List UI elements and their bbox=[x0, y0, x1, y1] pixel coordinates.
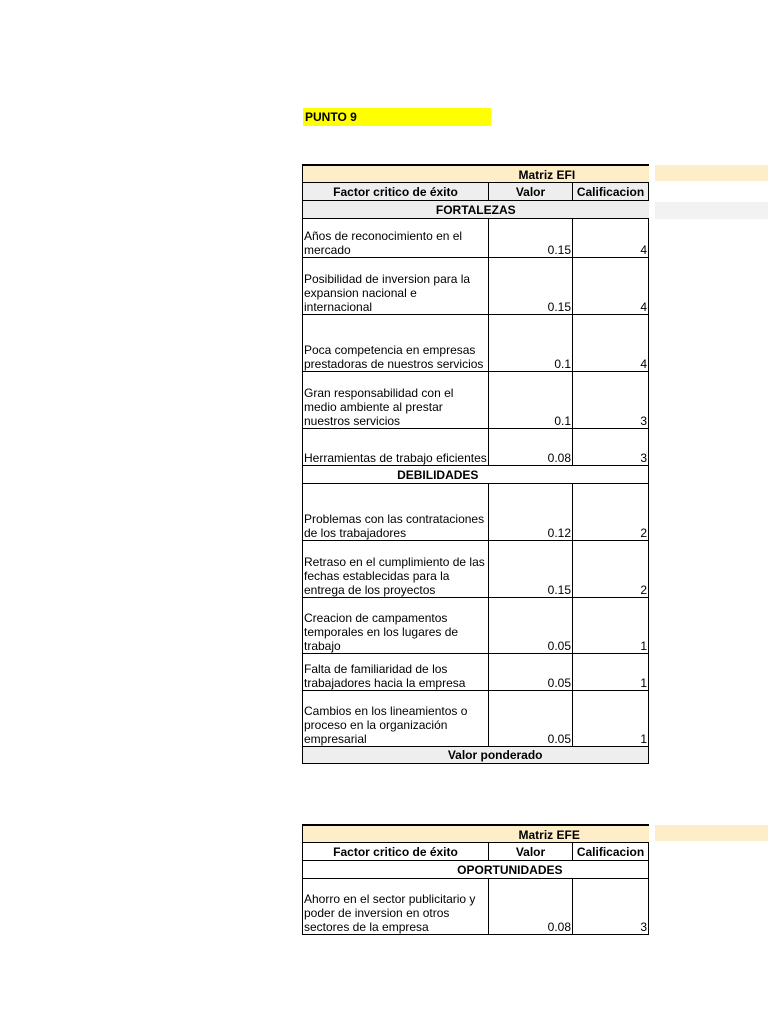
valor-cell: 0.05 bbox=[489, 654, 573, 691]
factor-cell: Ahorro en el sector publicitario y poder de inversion en otros sectores de la empresa bbox=[303, 879, 489, 935]
factor-cell: Años de reconocimiento en el mercado bbox=[303, 219, 489, 258]
efi-header-factor: Factor critico de éxito bbox=[303, 183, 489, 201]
factor-cell: Gran responsabilidad con el medio ambiente al prestar nuestros servicios bbox=[303, 372, 489, 429]
efi-section-debilidades: DEBILIDADES bbox=[303, 466, 573, 484]
efi-header-valor: Valor bbox=[489, 183, 573, 201]
calificacion-cell: 1 bbox=[573, 598, 649, 654]
valor-cell: 0.05 bbox=[489, 691, 573, 747]
table-row bbox=[303, 315, 649, 372]
table-row bbox=[303, 258, 649, 315]
efe-header-factor: Factor critico de éxito bbox=[303, 843, 489, 861]
efi-title: Matriz EFI bbox=[489, 165, 649, 183]
efi-section-band bbox=[655, 202, 768, 219]
factor-cell: Cambios en los lineamientos o proceso en la organización empresarial bbox=[303, 691, 489, 747]
table-row bbox=[303, 219, 649, 258]
efi-footer-valor-ponderado: Valor ponderado bbox=[303, 747, 573, 764]
efi-table bbox=[302, 164, 649, 764]
table-row bbox=[303, 691, 649, 747]
table-row bbox=[303, 598, 649, 654]
table-row bbox=[303, 879, 649, 935]
efe-title-band bbox=[655, 825, 768, 841]
factor-cell: Retraso en el cumplimiento de las fechas establecidas para la entrega de los proyectos bbox=[303, 541, 489, 598]
calificacion-cell: 4 bbox=[573, 258, 649, 315]
valor-cell: 0.08 bbox=[489, 429, 573, 466]
factor-cell: Problemas con las contrataciones de los trabajadores bbox=[303, 484, 489, 541]
calificacion-cell: 3 bbox=[573, 879, 649, 935]
table-row bbox=[303, 654, 649, 691]
valor-cell: 0.15 bbox=[489, 219, 573, 258]
factor-cell: Falta de familiaridad de los trabajadores hacia la empresa bbox=[303, 654, 489, 691]
calificacion-cell: 1 bbox=[573, 691, 649, 747]
efe-header-calificacion: Calificacion bbox=[573, 843, 649, 861]
calificacion-cell: 2 bbox=[573, 484, 649, 541]
table-row bbox=[303, 372, 649, 429]
table-row bbox=[303, 484, 649, 541]
factor-cell: Creacion de campamentos temporales en los lugares de trabajo bbox=[303, 598, 489, 654]
valor-cell: 0.08 bbox=[489, 879, 573, 935]
calificacion-cell: 3 bbox=[573, 372, 649, 429]
factor-cell: Posibilidad de inversion para la expansion nacional e internacional bbox=[303, 258, 489, 315]
valor-cell: 0.05 bbox=[489, 598, 573, 654]
valor-cell: 0.15 bbox=[489, 258, 573, 315]
calificacion-cell: 1 bbox=[573, 654, 649, 691]
calificacion-cell: 2 bbox=[573, 541, 649, 598]
table-row bbox=[303, 541, 649, 598]
valor-cell: 0.15 bbox=[489, 541, 573, 598]
valor-cell: 0.1 bbox=[489, 372, 573, 429]
factor-cell: Poca competencia en empresas prestadoras de nuestros servicios bbox=[303, 315, 489, 372]
valor-cell: 0.1 bbox=[489, 315, 573, 372]
efi-title-band bbox=[655, 165, 768, 181]
factor-cell: Herramientas de trabajo eficientes bbox=[303, 429, 489, 466]
efe-title: Matriz EFE bbox=[489, 825, 649, 843]
efe-table bbox=[302, 824, 649, 935]
valor-cell: 0.12 bbox=[489, 484, 573, 541]
calificacion-cell: 3 bbox=[573, 429, 649, 466]
efe-header-valor: Valor bbox=[489, 843, 573, 861]
punto-label: PUNTO 9 bbox=[303, 108, 491, 126]
table-row bbox=[303, 429, 649, 466]
calificacion-cell: 4 bbox=[573, 315, 649, 372]
efi-section-fortalezas: FORTALEZAS bbox=[303, 201, 649, 219]
efe-section-oportunidades: OPORTUNIDADES bbox=[303, 861, 573, 879]
efi-header-calificacion: Calificacion bbox=[573, 183, 649, 201]
calificacion-cell: 4 bbox=[573, 219, 649, 258]
